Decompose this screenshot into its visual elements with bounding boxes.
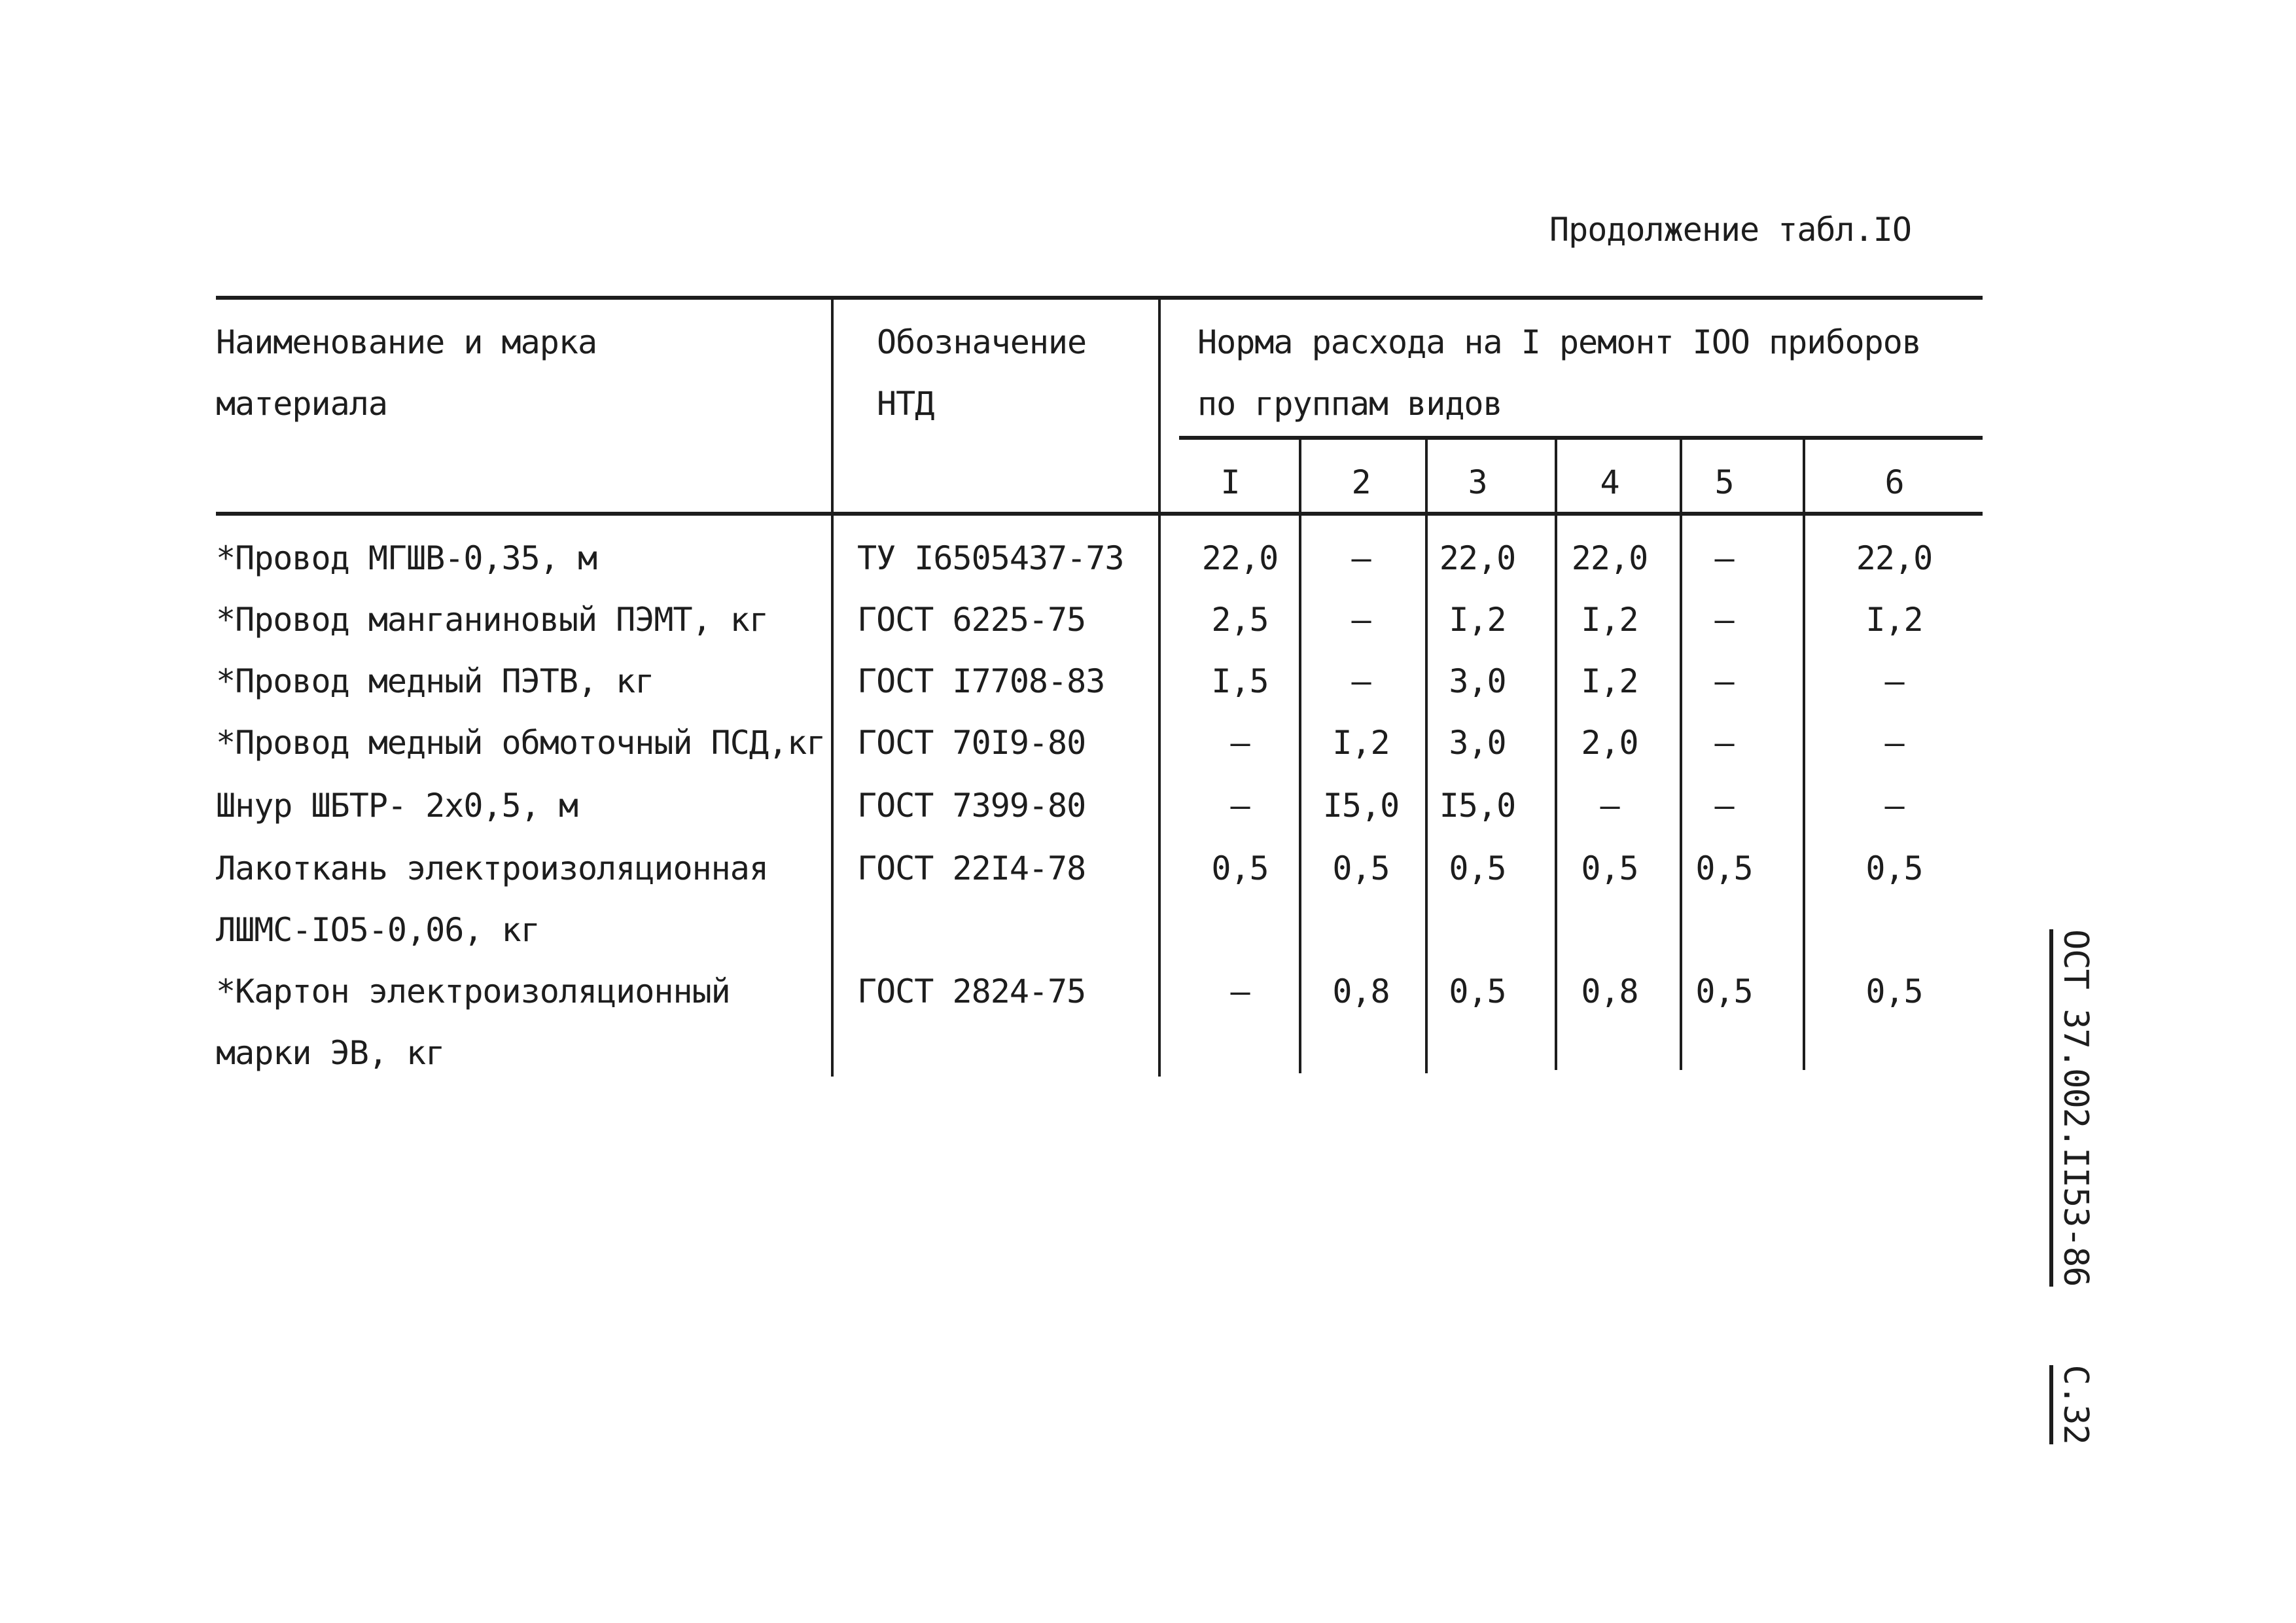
row-value-group-2: I,2 xyxy=(1332,724,1390,762)
table-top-rule xyxy=(216,296,1983,300)
row-value-group-1: 0,5 xyxy=(1211,849,1269,887)
group-header-4: 4 xyxy=(1600,463,1619,501)
row-value-group-3: 0,5 xyxy=(1449,972,1506,1010)
row-value-group-2: – xyxy=(1351,662,1371,700)
row-value-group-2: I5,0 xyxy=(1322,787,1400,825)
row-value-group-1: 2,5 xyxy=(1211,601,1269,639)
group-header-2: 2 xyxy=(1351,463,1371,501)
row-value-group-3: I5,0 xyxy=(1439,787,1516,825)
row-name: Лакоткань электроизоляционная xyxy=(216,849,768,887)
row-value-group-6: – xyxy=(1884,662,1904,700)
row-name: *Провод манганиновый ПЭМТ, кг xyxy=(216,601,768,639)
group-header-3: 3 xyxy=(1468,463,1487,501)
row-value-group-6: I,2 xyxy=(1865,601,1923,639)
row-value-group-6: 0,5 xyxy=(1865,849,1923,887)
row-value-group-1: I,5 xyxy=(1211,662,1269,700)
row-value-group-1: – xyxy=(1230,787,1250,825)
row-ntd: ГОСТ 22I4-78 xyxy=(857,849,1086,887)
row-value-group-4: – xyxy=(1600,787,1619,825)
header-name-line2: материала xyxy=(216,385,387,423)
row-name-continued: ЛШМС-IO5-0,06, кг xyxy=(216,911,540,949)
row-name: Шнур ШБТР- 2х0,5, м xyxy=(216,787,578,825)
row-name-continued: марки ЭВ, кг xyxy=(216,1034,445,1072)
row-value-group-4: I,2 xyxy=(1581,601,1638,639)
row-value-group-3: 3,0 xyxy=(1449,724,1506,762)
row-value-group-1: – xyxy=(1230,724,1250,762)
header-name-line1: Наименование и марка xyxy=(216,323,597,361)
row-value-group-5: – xyxy=(1714,662,1734,700)
document-code xyxy=(2056,929,2095,1444)
row-value-group-3: I,2 xyxy=(1449,601,1506,639)
row-ntd: ГОСТ I7708-83 xyxy=(857,662,1105,700)
group-header-6: 6 xyxy=(1884,463,1904,501)
row-value-group-6: 22,0 xyxy=(1856,539,1933,577)
header-ntd-line1: Обозначение xyxy=(877,323,1087,361)
row-value-group-4: 0,8 xyxy=(1581,972,1638,1010)
row-value-group-4: 22,0 xyxy=(1571,539,1648,577)
row-value-group-4: 0,5 xyxy=(1581,849,1638,887)
row-value-group-2: – xyxy=(1351,601,1371,639)
row-value-group-6: – xyxy=(1884,787,1904,825)
group-header-1: I xyxy=(1220,463,1240,501)
row-ntd: ГОСТ 70I9-80 xyxy=(857,724,1086,762)
row-value-group-5: – xyxy=(1714,787,1734,825)
header-bottom-rule xyxy=(216,512,1983,516)
header-ntd-line2: НТД xyxy=(877,385,934,423)
row-value-group-5: 0,5 xyxy=(1695,972,1753,1010)
row-name: *Провод МГШВ-0,35, м xyxy=(216,539,597,577)
row-value-group-5: – xyxy=(1714,601,1734,639)
row-ntd: ГОСТ 7399-80 xyxy=(857,787,1086,825)
row-ntd: ГОСТ 2824-75 xyxy=(857,972,1086,1010)
row-value-group-3: 3,0 xyxy=(1449,662,1506,700)
divider-ntd-norm xyxy=(1158,298,1161,1077)
row-value-group-5: – xyxy=(1714,539,1734,577)
divider-group-5-6 xyxy=(1803,438,1805,1070)
header-norm-line1: Норма расхода на I ремонт IOO приборов xyxy=(1197,323,1921,361)
row-name: *Провод медный обмоточный ПСД,кг xyxy=(216,724,826,762)
row-name: *Картон электроизоляционный xyxy=(216,972,730,1010)
row-value-group-5: 0,5 xyxy=(1695,849,1753,887)
row-name: *Провод медный ПЭТВ, кг xyxy=(216,662,654,700)
table-caption: Продолжение табл.IO xyxy=(1549,211,1911,249)
side-code: ОСТ 37.002.II53-86 xyxy=(2049,929,2095,1287)
row-value-group-1: 22,0 xyxy=(1201,539,1279,577)
row-value-group-3: 0,5 xyxy=(1449,849,1506,887)
row-value-group-6: – xyxy=(1884,724,1904,762)
row-value-group-2: – xyxy=(1351,539,1371,577)
row-value-group-2: 0,8 xyxy=(1332,972,1390,1010)
header-norm-line2: по группам видов xyxy=(1197,385,1502,423)
row-value-group-4: 2,0 xyxy=(1581,724,1638,762)
row-value-group-6: 0,5 xyxy=(1865,972,1923,1010)
divider-name-ntd xyxy=(831,298,834,1077)
row-value-group-2: 0,5 xyxy=(1332,849,1390,887)
row-ntd: ГОСТ 6225-75 xyxy=(857,601,1086,639)
divider-group-1-2 xyxy=(1299,438,1301,1073)
row-value-group-3: 22,0 xyxy=(1439,539,1516,577)
row-value-group-4: I,2 xyxy=(1581,662,1638,700)
row-ntd: ТУ I6505437-73 xyxy=(857,539,1124,577)
page-number: С.32 xyxy=(2049,1365,2095,1444)
group-header-5: 5 xyxy=(1714,463,1734,501)
row-value-group-1: – xyxy=(1230,972,1250,1010)
row-value-group-5: – xyxy=(1714,724,1734,762)
